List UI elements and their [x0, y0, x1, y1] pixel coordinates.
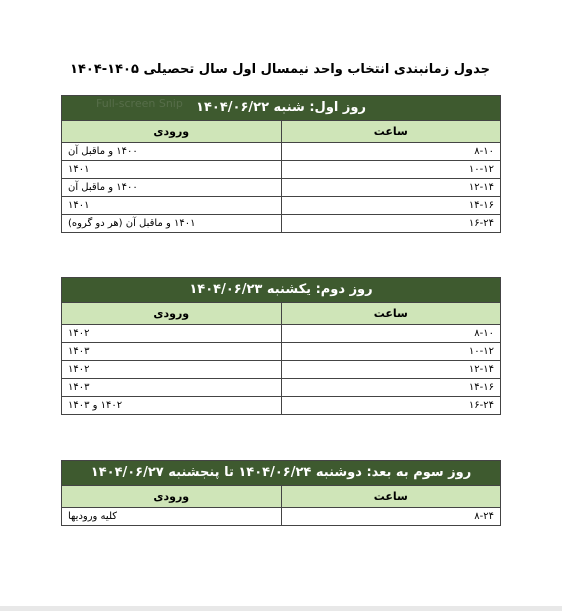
table-row — [62, 361, 501, 379]
entry-text: ۱۴۰۳ — [68, 382, 90, 393]
time-cell: ۱۴-۱۶ — [281, 197, 501, 215]
entry-text: ۱۴۰۱ — [68, 200, 90, 211]
column-header-time: ساعت — [281, 121, 501, 143]
entry-cell — [62, 143, 282, 161]
column-header-entry: ورودی — [62, 303, 282, 325]
entry-text: ۱۴۰۳ — [68, 346, 90, 357]
column-header-time: ساعت — [281, 303, 501, 325]
day-header-row — [62, 461, 501, 486]
entry-cell — [62, 508, 282, 526]
entry-cell — [62, 161, 282, 179]
time-cell: ۱۶-۲۴ — [281, 397, 501, 415]
time-cell: ۱۴-۱۶ — [281, 379, 501, 397]
day-header: روز اول: شنبه ۱۴۰۴/۰۶/۲۲ — [62, 96, 501, 121]
schedule-table-day-1 — [61, 95, 501, 233]
day-header: روز دوم: یکشنبه ۱۴۰۴/۰۶/۲۳ — [62, 278, 501, 303]
entry-cell — [62, 343, 282, 361]
entry-text: ۱۴۰۲ — [68, 328, 90, 339]
entry-cell — [62, 215, 282, 233]
time-cell: ۱۶-۲۴ — [281, 215, 501, 233]
entry-cell — [62, 379, 282, 397]
entry-text: کلیه ورودیها — [68, 511, 118, 522]
time-cell: ۱۰-۱۲ — [281, 161, 501, 179]
time-cell: ۸-۲۴ — [281, 508, 501, 526]
document-title: جدول زمانبندی انتخاب واحد نیمسال اول سال تحصیلی ۱۴۰۵-۱۴۰۴ — [70, 62, 490, 77]
time-cell: ۸-۱۰ — [281, 143, 501, 161]
time-cell: ۸-۱۰ — [281, 325, 501, 343]
table-row — [62, 161, 501, 179]
schedule-table-day-2 — [61, 277, 501, 415]
table-row — [62, 215, 501, 233]
day-header-row — [62, 96, 501, 121]
table-row — [62, 343, 501, 361]
column-header-entry: ورودی — [62, 486, 282, 508]
table-row — [62, 508, 501, 526]
table-row — [62, 325, 501, 343]
column-header-time: ساعت — [281, 486, 501, 508]
entry-text: ۱۴۰۱ — [68, 164, 90, 175]
time-cell: ۱۲-۱۴ — [281, 361, 501, 379]
column-header-row — [62, 121, 501, 143]
entry-cell — [62, 325, 282, 343]
column-header-entry: ورودی — [62, 121, 282, 143]
table-row — [62, 197, 501, 215]
entry-text: ۱۴۰۰ و ماقبل آن — [68, 182, 138, 193]
entry-text: ۱۴۰۲ و ۱۴۰۳ — [68, 400, 123, 411]
table-row — [62, 179, 501, 197]
screen-snip-watermark: Full-screen Snip — [96, 97, 183, 110]
time-cell: ۱۰-۱۲ — [281, 343, 501, 361]
entry-text: ۱۴۰۲ — [68, 364, 90, 375]
table-row — [62, 143, 501, 161]
entry-cell — [62, 361, 282, 379]
entry-cell — [62, 397, 282, 415]
column-header-row — [62, 486, 501, 508]
schedule-table-day-3 — [61, 460, 501, 526]
column-header-row — [62, 303, 501, 325]
entry-text: ۱۴۰۱ و ماقبل آن (هر دو گروه) — [68, 218, 196, 229]
page-bottom-edge — [0, 606, 562, 611]
entry-cell — [62, 179, 282, 197]
table-row — [62, 397, 501, 415]
entry-cell — [62, 197, 282, 215]
day-header: روز سوم به بعد: دوشنبه ۱۴۰۴/۰۶/۲۴ تا پنجشنبه ۱۴۰۴/۰۶/۲۷ — [62, 461, 501, 486]
entry-text: ۱۴۰۰ و ماقبل آن — [68, 146, 138, 157]
table-row — [62, 379, 501, 397]
time-cell: ۱۲-۱۴ — [281, 179, 501, 197]
day-header-row — [62, 278, 501, 303]
